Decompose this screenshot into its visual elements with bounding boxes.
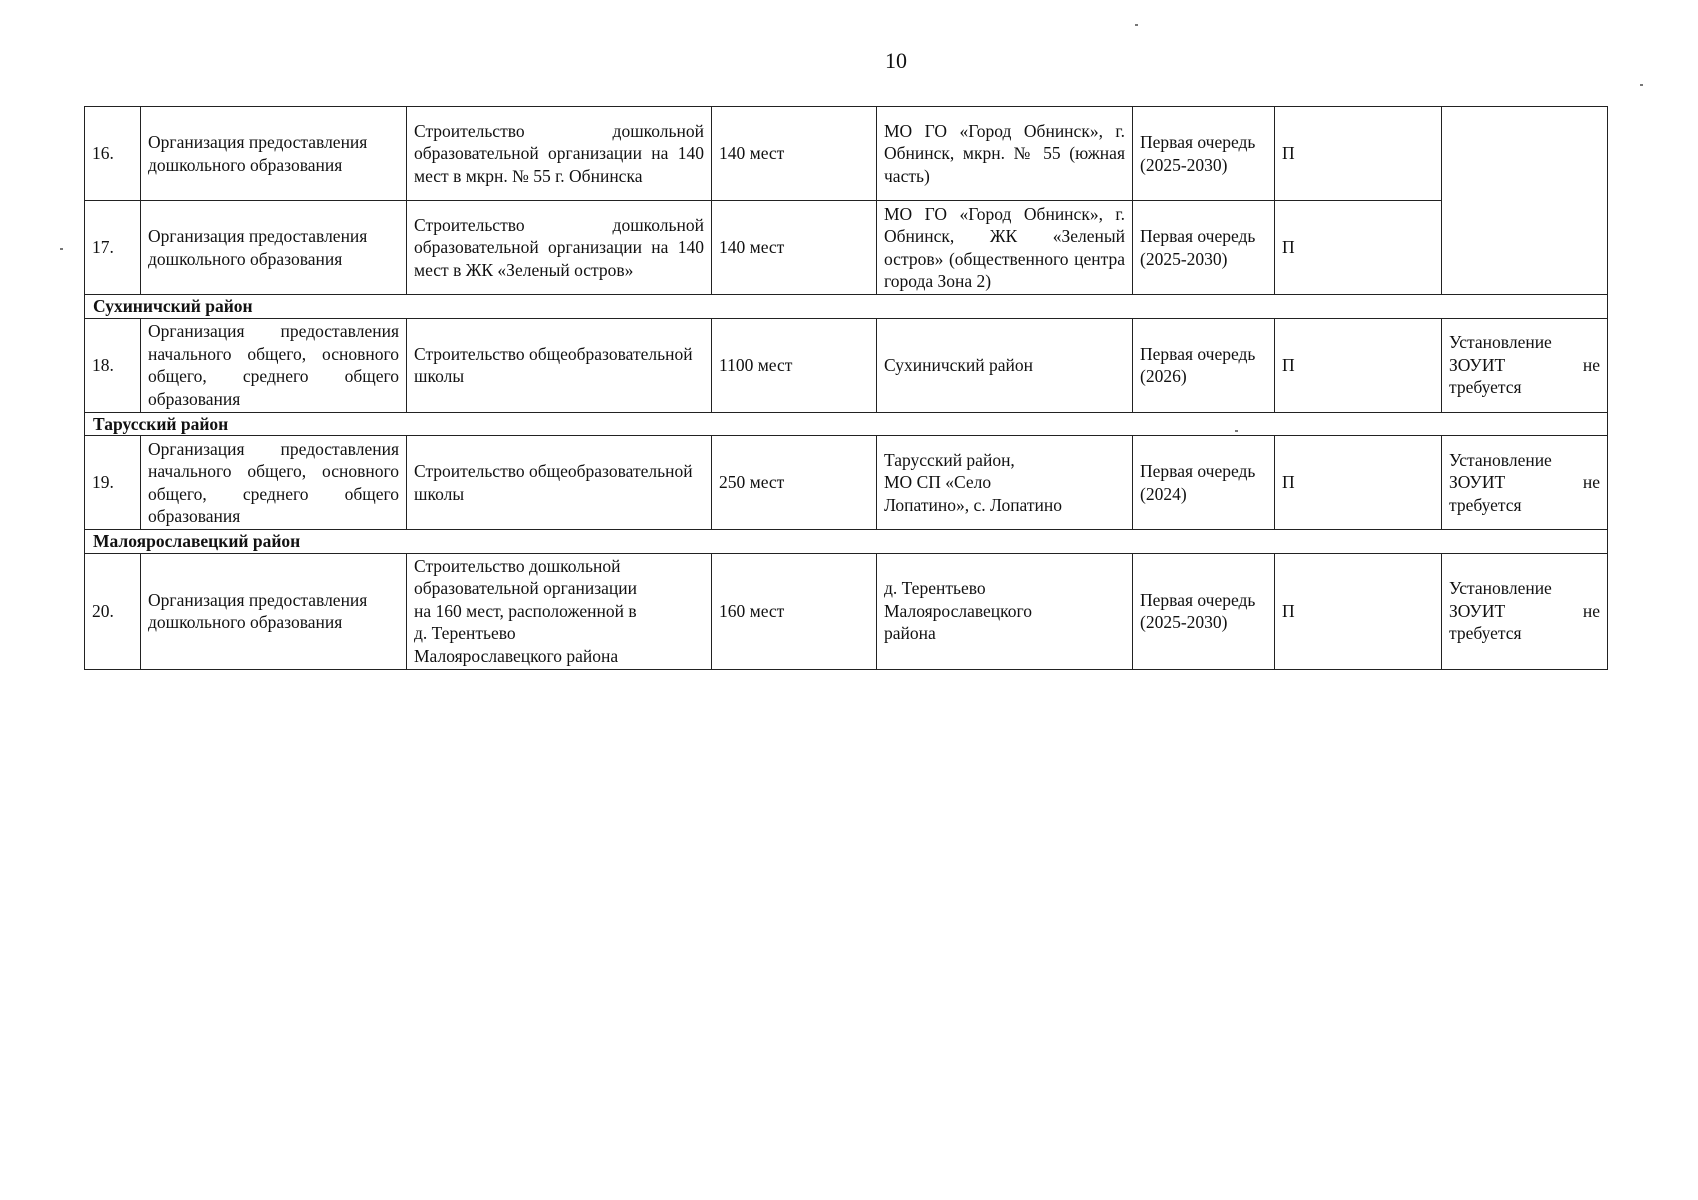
scan-speck [60,248,63,250]
location-cell [877,436,1133,530]
object-name-line: д. Терентьево [414,623,516,644]
purpose-cell: Организация предоставления дошкольного образования [141,201,407,295]
location-line: района [884,623,936,644]
object-name-line: образовательной организации [414,578,638,599]
capacity-cell: 140 мест [712,201,877,295]
page-number: 10 [885,48,907,73]
section-title: Малоярославецкий район [85,530,1608,554]
capacity-cell: 250 мест [712,436,877,530]
status-cell: П [1275,436,1442,530]
zone-cell: Установление ЗОУИТ не требуется [1442,553,1608,669]
location-line: Малоярославецкого [884,600,1033,621]
scan-speck [1235,430,1238,432]
object-name-cell [407,553,712,669]
location-line: Тарусский район, [884,449,1015,470]
stage-cell: Первая очередь (2024) [1133,436,1275,530]
status-cell: П [1275,201,1442,295]
row-number: 16. [85,107,141,201]
scan-speck [1640,84,1643,86]
table-row [85,201,1608,295]
object-name-cell: Строительство дошкольной образовательной организации на 140 мест в мкрн. № 55 г. Обнинска [407,107,712,201]
purpose-cell: Организация предоставления дошкольного образования [141,553,407,669]
table-row [85,318,1608,412]
scan-speck [1135,24,1138,26]
capacity-cell: 140 мест [712,107,877,201]
location-line: д. Терентьево [884,578,986,599]
location-cell: МО ГО «Город Обнинск», г. Обнинск, мкрн. № 55 (южная часть) [877,107,1133,201]
location-line: МО СП «Село [884,472,992,493]
row-number: 20. [85,553,141,669]
table-row [85,436,1608,530]
row-number: 18. [85,318,141,412]
object-name-line: Строительство дошкольной [414,555,621,576]
location-line: Лопатино», с. Лопатино [884,494,1062,515]
capacity-cell: 160 мест [712,553,877,669]
table-row [85,553,1608,669]
section-title: Сухиничский район [85,295,1608,319]
status-cell: П [1275,553,1442,669]
location-cell: МО ГО «Город Обнинск», г. Обнинск, ЖК «Зеленый остров» (общественного центра города Зона 2) [877,201,1133,295]
object-name-cell: Строительство общеобразовательной школы [407,318,712,412]
object-name-line: на 160 мест, расположенной в [414,600,637,621]
facilities-table [84,106,1608,670]
row-number: 17. [85,201,141,295]
object-name-cell: Строительство общеобразовательной школы [407,436,712,530]
section-row [85,295,1608,319]
purpose-cell: Организация предоставления начального общего, основного общего, среднего общего образования [141,318,407,412]
section-row [85,412,1608,436]
table-row [85,107,1608,201]
location-cell [877,553,1133,669]
object-name-line: Малоярославецкого района [414,645,619,666]
section-row [85,530,1608,554]
zone-cell: Установление ЗОУИТ не требуется [1442,436,1608,530]
row-number: 19. [85,436,141,530]
capacity-cell: 1100 мест [712,318,877,412]
zone-cell: Установление ЗОУИТ не требуется [1442,318,1608,412]
stage-cell: Первая очередь (2025-2030) [1133,553,1275,669]
status-cell: П [1275,318,1442,412]
status-cell: П [1275,107,1442,201]
purpose-cell: Организация предоставления начального общего, основного общего, среднего общего образования [141,436,407,530]
purpose-cell: Организация предоставления дошкольного образования [141,107,407,201]
location-cell: Сухиничский район [877,318,1133,412]
section-title: Тарусский район [85,412,1608,436]
stage-cell: Первая очередь (2025-2030) [1133,201,1275,295]
stage-cell: Первая очередь (2026) [1133,318,1275,412]
object-name-cell: Строительство дошкольной образовательной организации на 140 мест в ЖК «Зеленый остров» [407,201,712,295]
stage-cell: Первая очередь (2025-2030) [1133,107,1275,201]
zone-cell [1442,107,1608,295]
